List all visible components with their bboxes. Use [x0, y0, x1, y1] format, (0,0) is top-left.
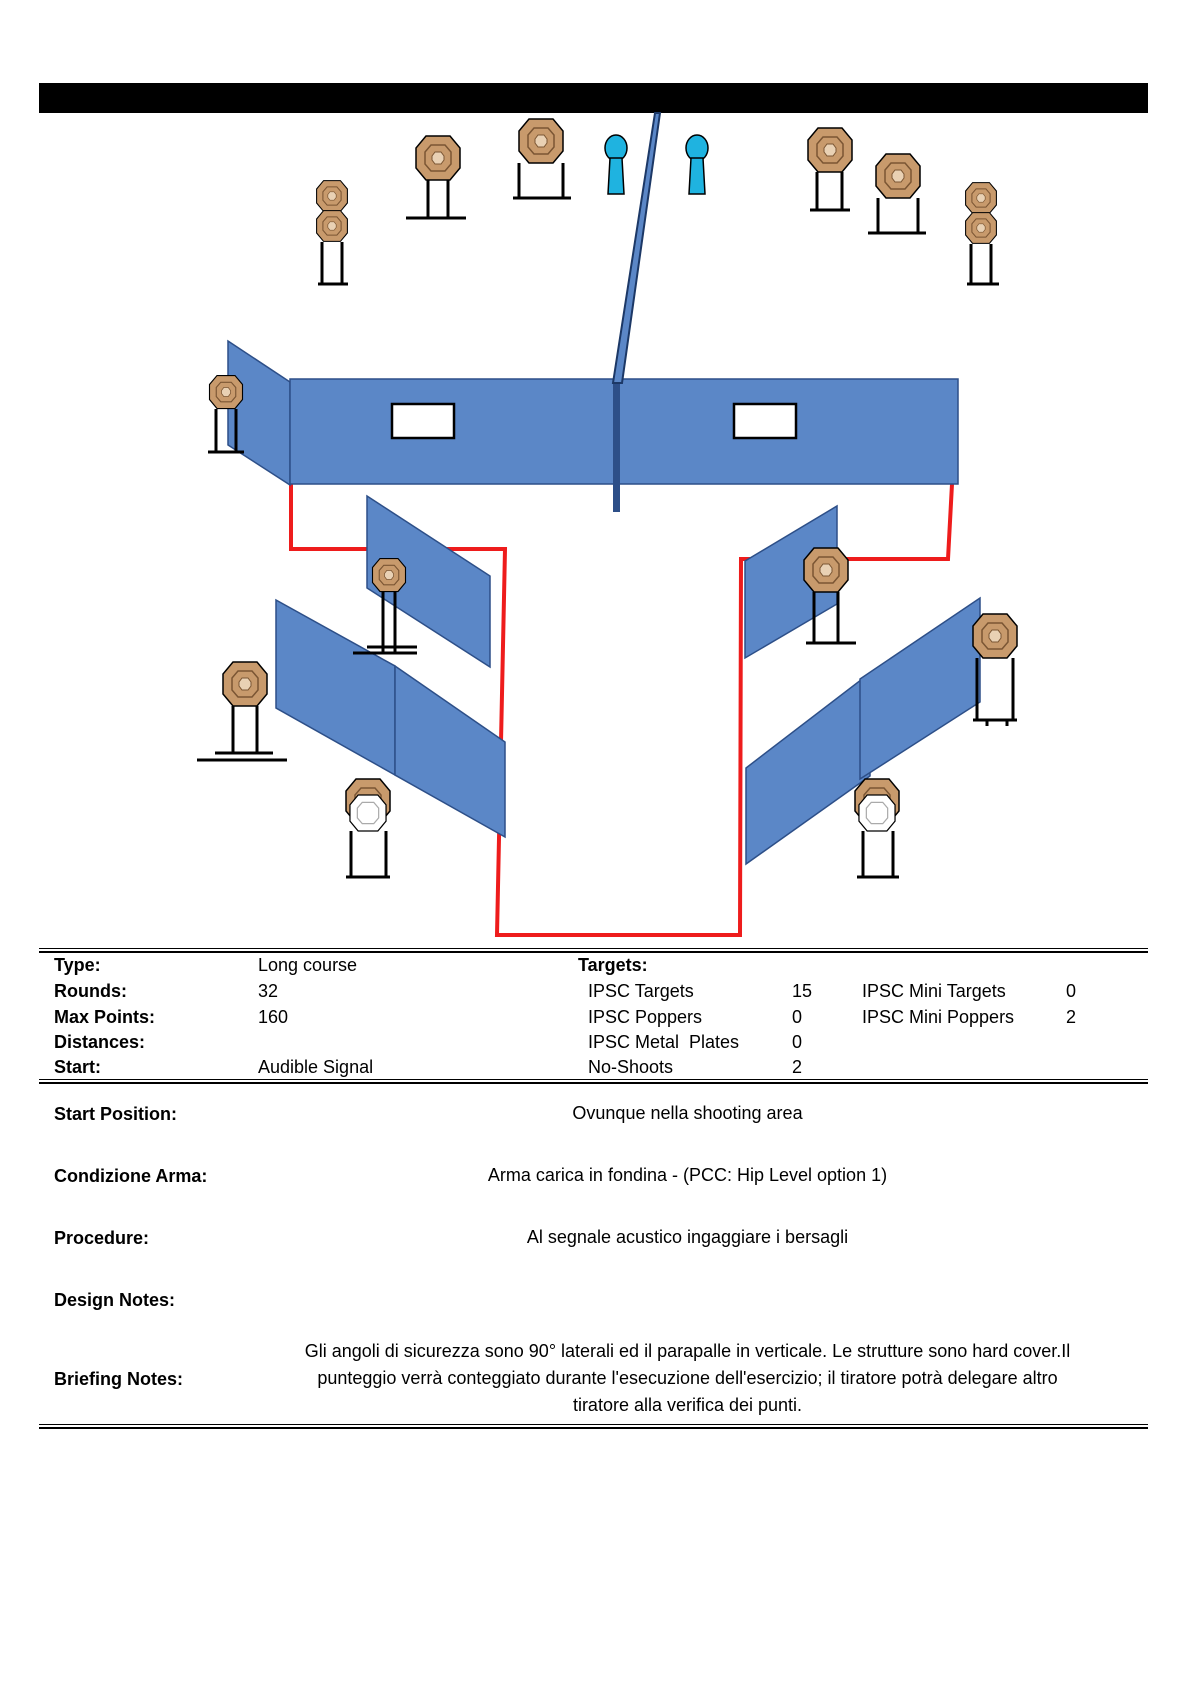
type-value: Long course: [258, 955, 358, 975]
right-wall-lower-b: [860, 598, 980, 779]
table-mid-rule: [39, 1079, 1148, 1084]
start-position-label: Start Position:: [54, 1104, 178, 1124]
ipsc-popper: [686, 135, 708, 194]
briefing-line: Gli angoli di sicurezza sono 90° laterali ed il parapalle in verticale. Le strutture sono hard cover.Il: [304, 1341, 1071, 1361]
table-bottom-rule: [39, 1424, 1148, 1429]
window-left: [392, 404, 454, 438]
rounds-value: 32: [258, 981, 279, 1001]
target-count: 15: [792, 981, 813, 1001]
ipsc-target-pair: [317, 181, 348, 284]
briefing-notes-value: [250, 1338, 1125, 1419]
distances-label: Distances:: [54, 1032, 146, 1052]
ipsc-target: [868, 154, 926, 233]
maxpoints-label: Max Points:: [54, 1007, 156, 1027]
ipsc-target: [808, 128, 852, 210]
no-shoot-target: [346, 779, 390, 877]
table-top-rule: [39, 948, 1148, 953]
targets-label: Targets:: [578, 955, 648, 975]
start-position-value: Ovunque nella shooting area: [572, 1103, 803, 1123]
start-value: Audible Signal: [258, 1057, 374, 1077]
target-count: 2: [1066, 1007, 1077, 1027]
target-name: IPSC Metal Plates: [588, 1032, 740, 1052]
briefing-notes-label: Briefing Notes:: [54, 1369, 184, 1389]
ipsc-target-pair: [966, 183, 999, 284]
procedure-label: Procedure:: [54, 1228, 150, 1248]
condizione-value: Arma carica in fondina - (PCC: Hip Level option 1): [487, 1165, 888, 1185]
start-label: Start:: [54, 1057, 102, 1077]
left-wall-lower-b: [395, 666, 505, 837]
briefing-line: punteggio verrà conteggiato durante l'esecuzione dell'esercizio; il tiratore potrà delegare altro: [317, 1368, 1058, 1388]
target-name: IPSC Mini Targets: [862, 981, 1006, 1001]
target-count: 0: [1066, 981, 1077, 1001]
window-right: [734, 404, 796, 438]
right-wall-lower-a: [746, 673, 870, 864]
ipsc-popper: [605, 135, 627, 194]
target-name: IPSC Poppers: [588, 1007, 703, 1027]
ipsc-target: [197, 662, 287, 760]
briefing-line: tiratore alla verifica dei punti.: [572, 1395, 803, 1415]
ipsc-target: [513, 119, 571, 198]
maxpoints-value: 160: [258, 1007, 289, 1027]
target-name: IPSC Targets: [588, 981, 694, 1001]
design-notes-label: Design Notes:: [54, 1290, 176, 1310]
target-count: 0: [792, 1007, 803, 1027]
left-wall-lower-a: [276, 600, 395, 775]
target-name: IPSC Mini Poppers: [862, 1007, 1015, 1027]
back-wall: [228, 341, 958, 512]
target-count: 0: [792, 1032, 803, 1052]
ipsc-target: [406, 136, 466, 218]
procedure-value: Al segnale acustico ingaggiare i bersagli: [526, 1227, 849, 1247]
target-count: 2: [792, 1057, 803, 1077]
no-shoot-target: [855, 779, 899, 877]
condizione-label: Condizione Arma:: [54, 1166, 208, 1186]
type-label: Type:: [54, 955, 101, 975]
target-name: No-Shoots: [588, 1057, 674, 1077]
rounds-label: Rounds:: [54, 981, 127, 1001]
